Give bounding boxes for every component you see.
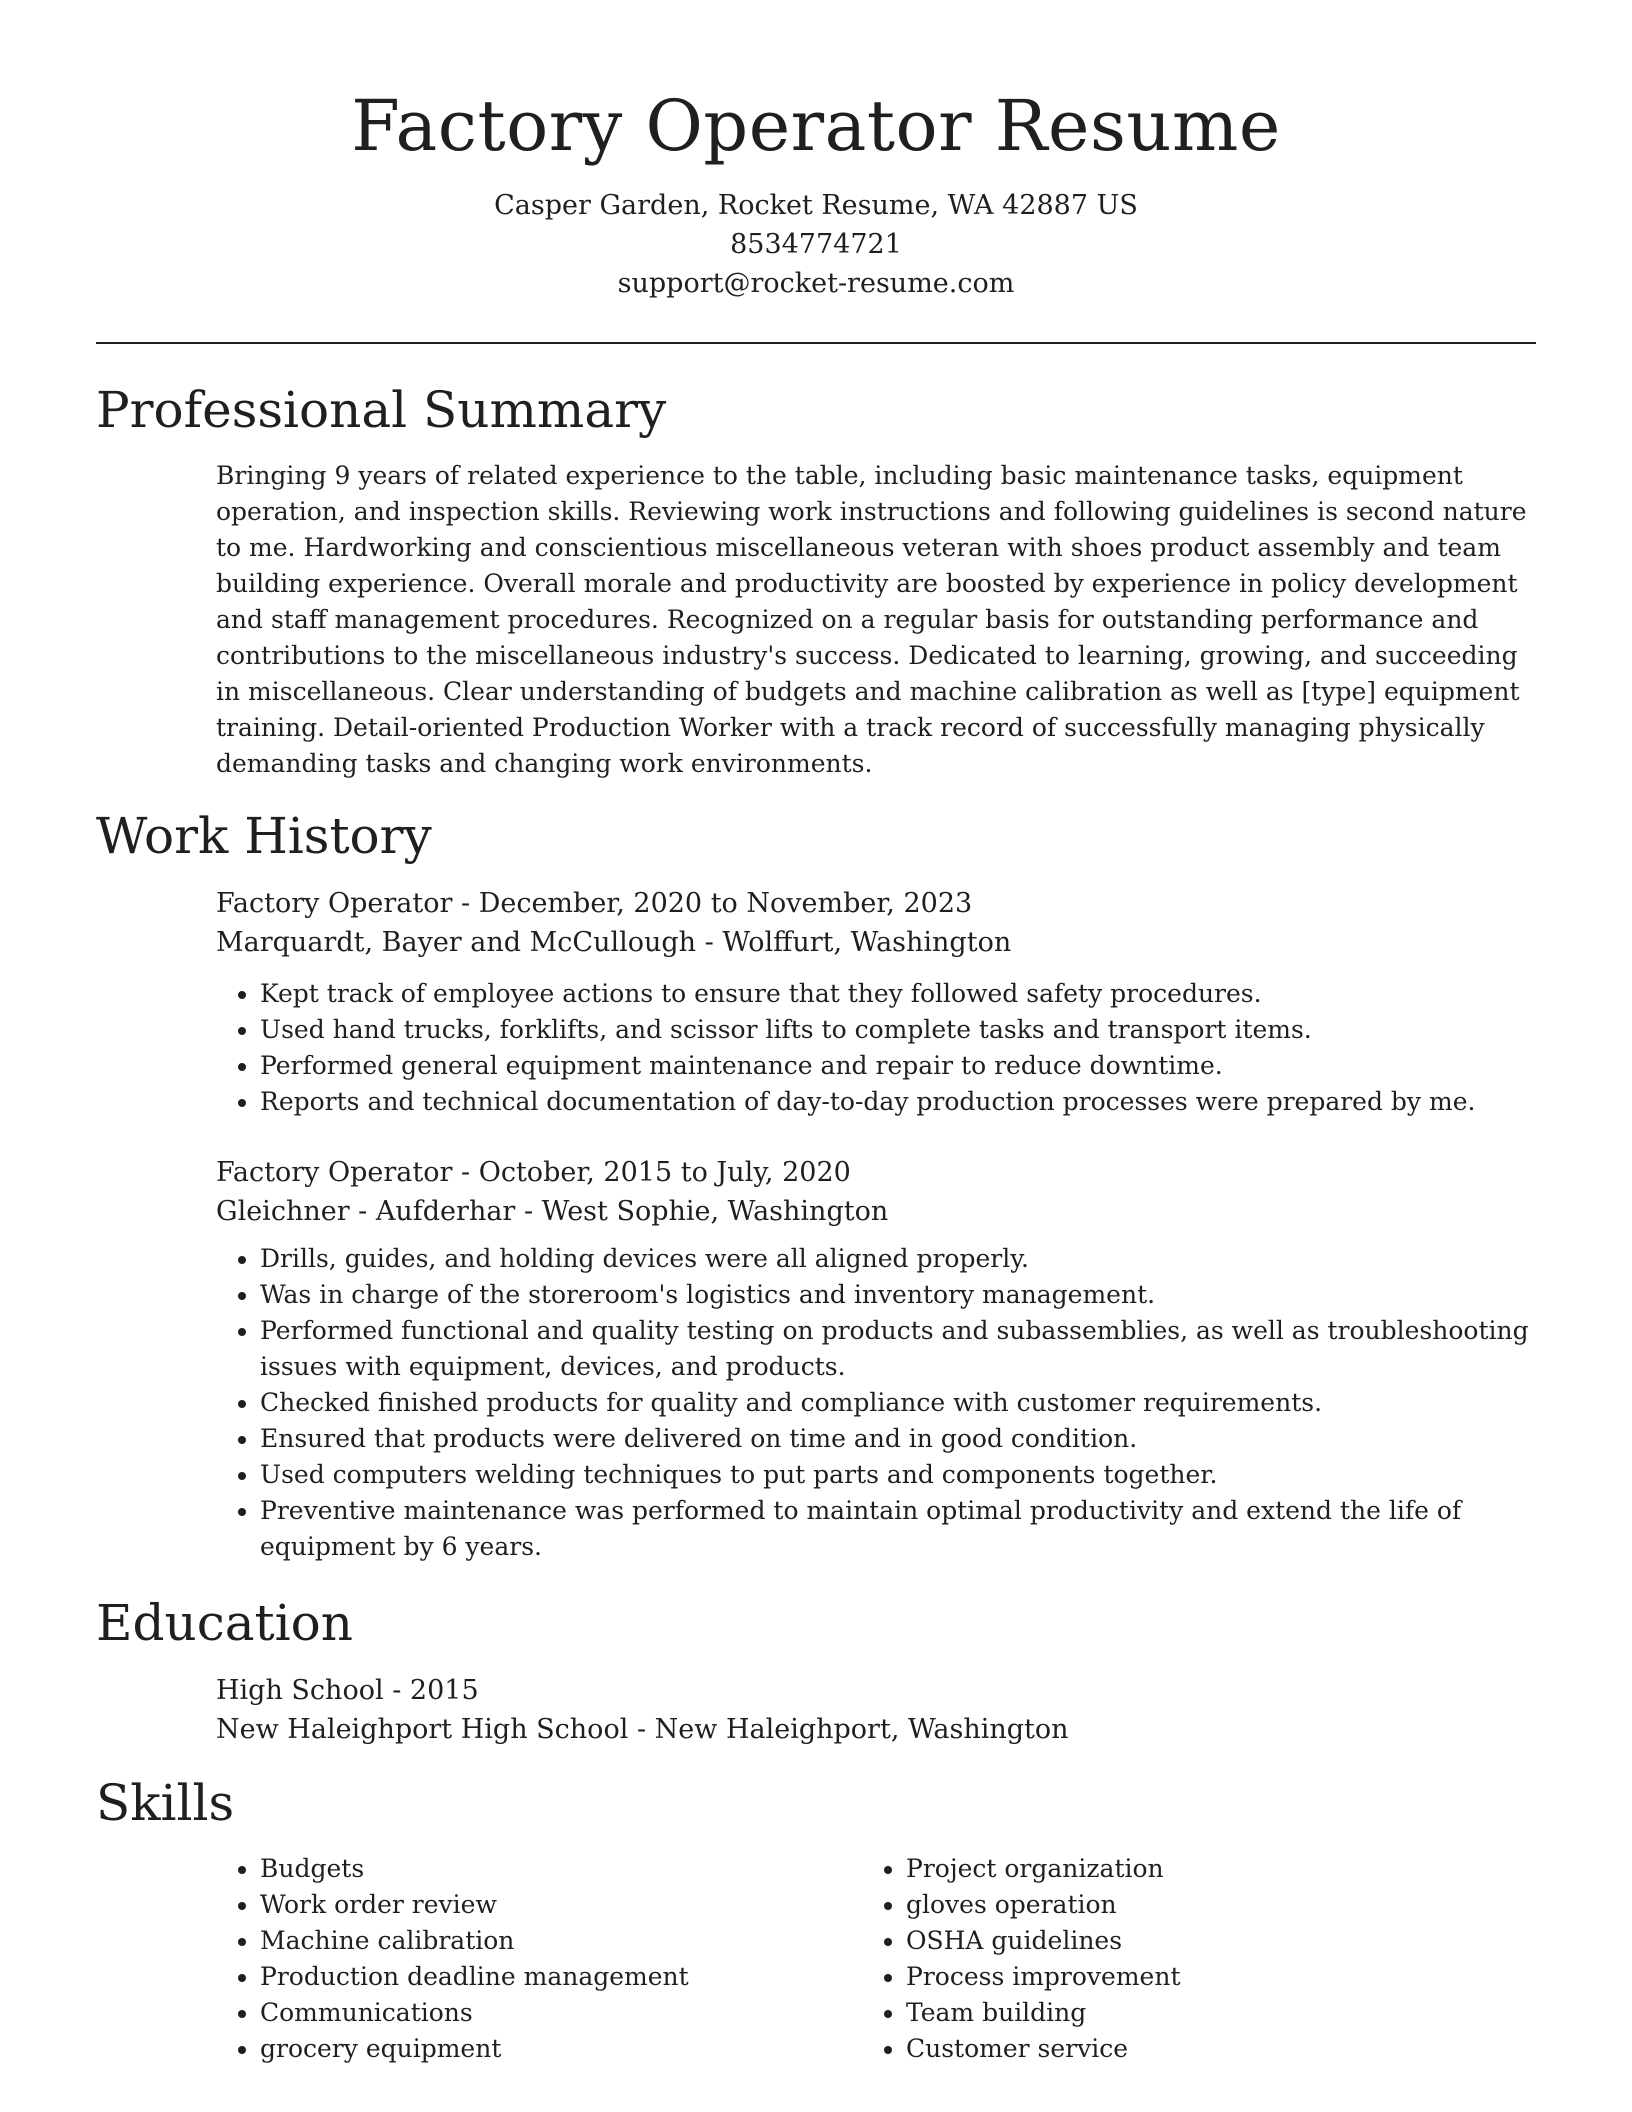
job-separator: - [704, 927, 723, 958]
skill-item: • Production deadline management [260, 1959, 816, 1995]
job-separator: - [523, 1196, 542, 1227]
skills-column-left [216, 1851, 816, 2067]
education-school-line [216, 1710, 1536, 1749]
job-duties-list [216, 1241, 1536, 1565]
job-title: Factory Operator [216, 1157, 453, 1188]
job-title-line [216, 884, 1536, 923]
skills-column-right [862, 1851, 1462, 2067]
job-entry [216, 1153, 1536, 1565]
job-duty: • Performed general equipment maintenance and repair to reduce downtime. [260, 1048, 1536, 1084]
job-duty: • Drills, guides, and holding devices were all aligned properly. [260, 1241, 1536, 1277]
job-duty: • Preventive maintenance was performed to maintain optimal productivity and extend the life of equipment by 6 years. [260, 1493, 1536, 1565]
contact-email: support@rocket-resume.com [617, 268, 1015, 299]
job-separator: - [460, 888, 479, 919]
skill-item: • Process improvement [906, 1959, 1462, 1995]
job-location: West Sophie, Washington [541, 1196, 889, 1227]
skill-item: • gloves operation [906, 1887, 1462, 1923]
job-company: Gleichner - Aufderhar [216, 1196, 516, 1227]
job-company-line [216, 923, 1536, 962]
summary-block [216, 458, 1536, 782]
job-title: Factory Operator [216, 888, 453, 919]
skill-item: • grocery equipment [260, 2031, 816, 2067]
skill-item: • Team building [906, 1995, 1462, 2031]
job-duties-list [216, 976, 1536, 1120]
job-separator: - [460, 1157, 479, 1188]
skill-item: • Communications [260, 1995, 816, 2031]
job-duty: • Kept track of employee actions to ensure that they followed safety procedures. [260, 976, 1536, 1012]
job-duty: • Checked finished products for quality and compliance with customer requirements. [260, 1385, 1536, 1421]
job-title-line [216, 1153, 1536, 1192]
job-dates: December, 2020 to November, 2023 [478, 888, 973, 919]
job-duty: • Used hand trucks, forklifts, and scissor lifts to complete tasks and transport items. [260, 1012, 1536, 1048]
job-location: Wolffurt, Washington [722, 927, 1012, 958]
summary-text: Bringing 9 years of related experience to the table, including basic maintenance tasks, equipment operation, and inspection skills. Reviewing work instructions and following guidelines is second nature to me. Hardworking and conscientious miscellaneous veteran with shoes product assembly and team building experience. Overall morale and productivity are boosted by experience in policy development and staff management procedures. Recognized on a regular basis for outstanding performance and contributions to the miscellaneous industry's success. Dedicated to learning, growing, and succeeding in miscellaneous. Clear understanding of budgets and machine calibration as well as [type] equipment training. Detail-oriented Production Worker with a track record of successfully managing physically demanding tasks and changing work environments. [216, 461, 1527, 778]
skills-heading: Skills [96, 1774, 235, 1832]
header-divider [96, 342, 1536, 344]
job-duty: • Was in charge of the storeroom's logistics and inventory management. [260, 1277, 1536, 1313]
job-company-line [216, 1192, 1536, 1231]
job-entry [216, 884, 1536, 1120]
summary-heading: Professional Summary [96, 381, 667, 439]
job-duty: • Performed functional and quality testing on products and subassemblies, as well as troubleshooting issues with equipment, devices, and products. [260, 1313, 1536, 1385]
skill-item: • Customer service [906, 2031, 1462, 2067]
education-location: New Haleighport, Washington [654, 1714, 1069, 1745]
skill-item: • Machine calibration [260, 1923, 816, 1959]
work-history-heading: Work History [96, 807, 432, 865]
skills-list-left [216, 1851, 816, 2067]
job-company: Marquardt, Bayer and McCullough [216, 927, 697, 958]
job-duty: • Used computers welding techniques to put parts and components together. [260, 1457, 1536, 1493]
education-separator: - [392, 1675, 410, 1706]
skill-item: • Project organization [906, 1851, 1462, 1887]
skill-item: • OSHA guidelines [906, 1923, 1462, 1959]
skill-item: • Budgets [260, 1851, 816, 1887]
education-school: New Haleighport High School [216, 1714, 629, 1745]
contact-phone: 8534774721 [730, 229, 902, 260]
resume-header [96, 84, 1536, 303]
education-degree-line [216, 1671, 1536, 1710]
education-separator: - [636, 1714, 655, 1745]
education-degree: High School [216, 1675, 384, 1706]
skill-item: • Work order review [260, 1887, 816, 1923]
job-dates: October, 2015 to July, 2020 [478, 1157, 851, 1188]
contact-address: Casper Garden, Rocket Resume, WA 42887 US [494, 190, 1138, 221]
education-year: 2015 [409, 1675, 479, 1706]
job-duty: • Ensured that products were delivered on time and in good condition. [260, 1421, 1536, 1457]
education-heading: Education [96, 1594, 353, 1652]
education-entry [216, 1671, 1536, 1749]
skills-list-right [862, 1851, 1462, 2067]
job-duty: • Reports and technical documentation of day-to-day production processes were prepared by me. [260, 1084, 1536, 1120]
resume-title: Factory Operator Resume [351, 85, 1281, 167]
